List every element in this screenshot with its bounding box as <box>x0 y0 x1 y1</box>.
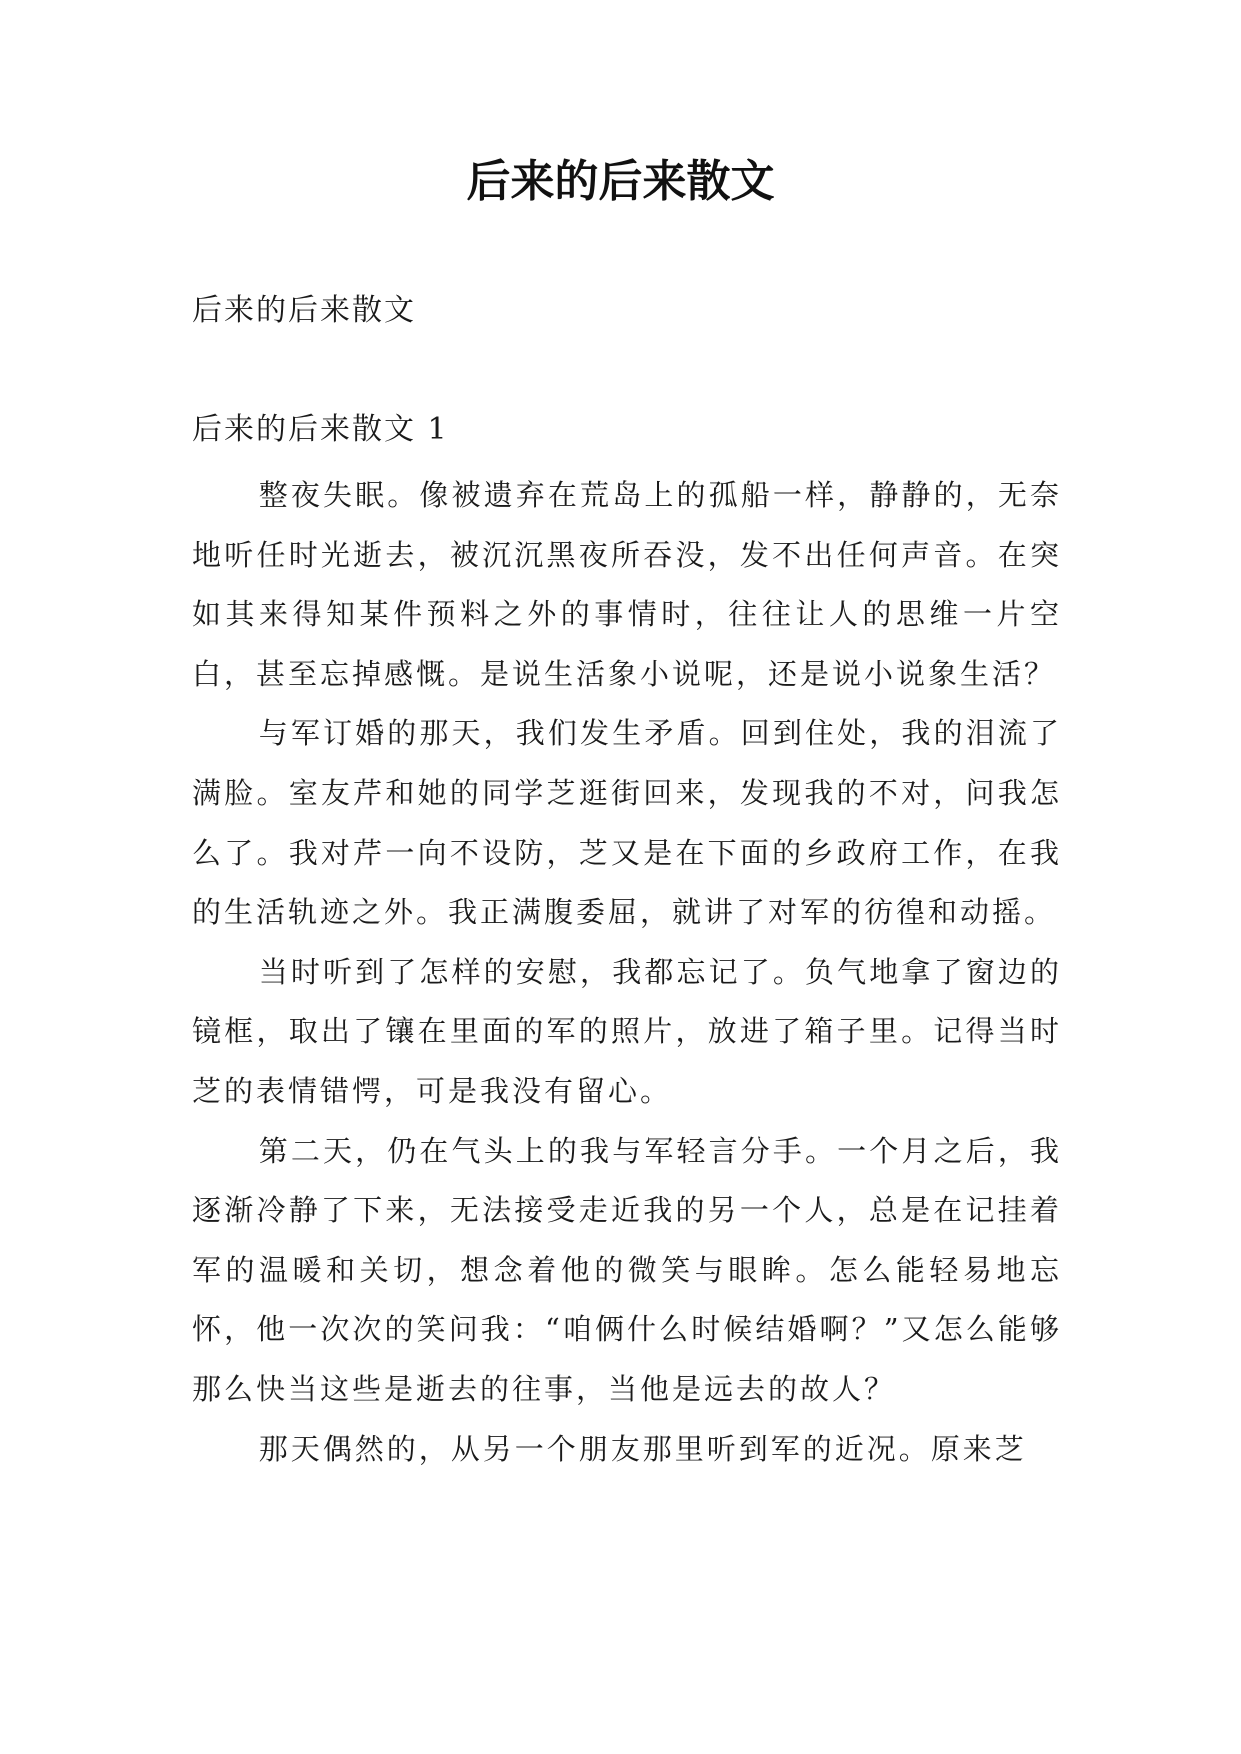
document-subtitle: 后来的后来散文 <box>192 293 416 328</box>
document-title: 后来的后来散文 <box>466 156 775 207</box>
paragraph: 与军订婚的那天，我们发生矛盾。回到住处，我的泪流了满脸。室友芹和她的同学芝逛街回来，发现我的不对，问我怎么了。我对芹一向不设防，芝又是在下面的乡政府工作，在我的生活轨迹之外。我正满腹委屈，就讲了对军的彷徨和动摇。 <box>192 716 1062 930</box>
paragraph: 当时听到了怎样的安慰，我都忘记了。负气地拿了窗边的镜框，取出了镶在里面的军的照片，放进了箱子里。记得当时芝的表情错愕，可是我没有留心。 <box>192 954 1062 1108</box>
document-body <box>192 466 1062 1479</box>
paragraph: 整夜失眠。像被遗弃在荒岛上的孤船一样，静静的，无奈地听任时光逝去，被沉沉黑夜所吞没，发不出任何声音。在突如其来得知某件预料之外的事情时，往往让人的思维一片空白，甚至忘掉感慨。是说生活象小说呢，还是说小说象生活？ <box>192 478 1062 691</box>
paragraph: 那天偶然的，从另一个朋友那里听到军的近况。原来芝 <box>258 1431 1027 1466</box>
paragraph: 第二天，仍在气头上的我与军轻言分手。一个月之后，我逐渐冷静了下来，无法接受走近我的另一个人，总是在记挂着军的温暖和关切，想念着他的微笑与眼眸。怎么能轻易地忘怀，他一次次的笑问我：“咱俩什么时候结婚啊？”又怎么能够那么快当这些是逝去的往事，当他是远去的故人？ <box>192 1133 1062 1406</box>
section-heading: 后来的后来散文 1 <box>192 412 449 447</box>
